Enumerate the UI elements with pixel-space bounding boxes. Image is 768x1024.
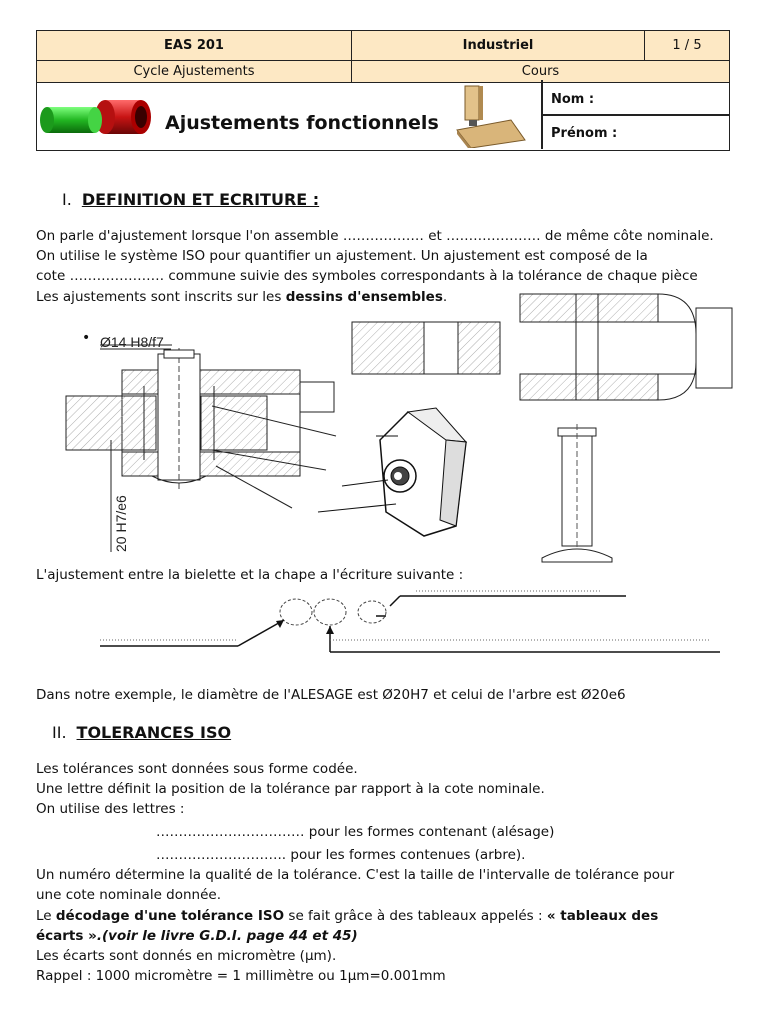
section2-number: II. xyxy=(52,723,67,742)
section1-line2: On utilise le système ISO pour quantifier un ajustement. Un ajustement est composé de la xyxy=(36,248,648,264)
header-table xyxy=(36,30,730,151)
section1-title: DEFINITION ET ECRITURE : xyxy=(81,190,320,209)
section1-number: I. xyxy=(62,190,72,209)
section2-l11: Rappel : 1000 micromètre = 1 millimètre ou 1µm=0.001mm xyxy=(36,968,446,984)
section2-l5: ……………………….. pour les formes contenues (arbre). xyxy=(156,847,526,863)
technical-drawings xyxy=(36,290,736,580)
chape-section-drawing xyxy=(352,294,732,400)
section2-l7: une cote nominale donnée. xyxy=(36,887,222,903)
fit-notation-diagram xyxy=(90,588,730,664)
section1-heading xyxy=(62,190,319,209)
section2-l8: Le décodage d'une tolérance ISO se fait grâce à des tableaux appelés : « tableaux des xyxy=(36,908,659,924)
section2-l9: écarts ».(voir le livre G.D.I. page 44 et 45) xyxy=(36,928,358,944)
page-number: 1 / 5 xyxy=(645,31,730,61)
fit-sentence: L'ajustement entre la bielette et la chape a l'écriture suivante : xyxy=(36,567,464,583)
part-illustration xyxy=(453,82,529,148)
section1-line3: cote ………………… commune suivie des symboles correspondants à la tolérance de chaque pièce xyxy=(36,268,698,284)
section2-heading xyxy=(52,723,231,742)
page-title: Ajustements fonctionnels xyxy=(165,112,439,134)
nom-label: Nom : xyxy=(551,92,595,107)
section2-l2: Une lettre définit la position de la tolérance par rapport à la cote nominale. xyxy=(36,781,545,797)
example-sentence: Dans notre exemple, le diamètre de l'ALESAGE est Ø20H7 et celui de l'arbre est Ø20e6 xyxy=(36,687,626,703)
assembly-section-drawing xyxy=(66,330,336,552)
cylinders-logo xyxy=(39,90,157,144)
course-type: Cours xyxy=(352,61,730,83)
section2-l6: Un numéro détermine la qualité de la tolérance. C'est la taille de l'intervalle de tolérance pour xyxy=(36,867,675,883)
section2-l10: Les écarts sont donnés en micromètre (µm). xyxy=(36,948,337,964)
section2-l4: …………………………… pour les formes contenant (alésage) xyxy=(156,824,555,840)
section1-line1: On parle d'ajustement lorsque l'on assemble ……………… et ………………… de même côte nominale. xyxy=(36,228,714,244)
course-code: EAS 201 xyxy=(37,31,352,61)
section2-l3: On utilise des lettres : xyxy=(36,801,185,817)
dessins-ensembles: dessins d'ensembles xyxy=(285,289,443,305)
course-cycle: Cycle Ajustements xyxy=(37,61,352,83)
dimension-label-1: Ø14 H8/f7 xyxy=(100,334,164,350)
section2-l1: Les tolérances sont données sous forme codée. xyxy=(36,761,358,777)
prenom-label: Prénom : xyxy=(551,126,618,141)
bullet: • xyxy=(82,330,91,346)
axe-drawing xyxy=(542,424,612,562)
section1-line4: Les ajustements sont inscrits sur les dessins d'ensembles. xyxy=(36,289,448,305)
course-domain: Industriel xyxy=(352,31,645,61)
section2-title: TOLERANCES ISO xyxy=(76,723,232,742)
dimension-label-2: 20 H7/e6 xyxy=(113,495,129,552)
bielette-3d-drawing xyxy=(318,408,466,536)
